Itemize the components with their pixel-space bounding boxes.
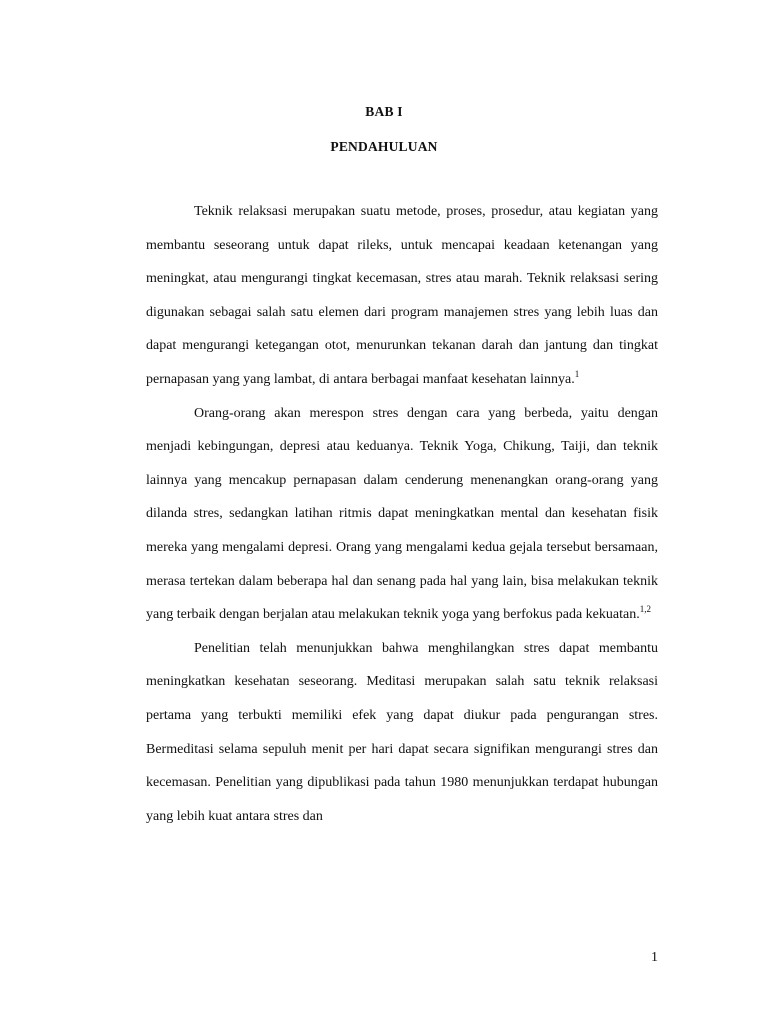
body-text	[146, 195, 658, 833]
paragraph-3	[146, 632, 658, 834]
section-title: PENDAHULUAN	[330, 139, 438, 154]
paragraph-1	[146, 195, 658, 397]
paragraph-2-text: Orang-orang akan merespon stres dengan cara yang berbeda, yaitu dengan menjadi kebingungan, depresi atau keduanya. Teknik Yoga, Chikung, Taiji, dan teknik lainnya yang mencakup pernapasan dalam cenderung menenangkan orang-orang yang dilanda stres, sedangkan latihan ritmis dapat meningkatkan mental dan kesehatan fisik mereka yang mengalami depresi. Orang yang mengalami kedua gejala tersebut bersamaan, merasa tertekan dalam beberapa hal dan senang pada hal yang lain, bisa melakukan teknik yang terbaik dengan berjalan atau melakukan teknik yoga yang berfokus pada kekuatan.	[146, 405, 658, 623]
paragraph-2	[146, 397, 658, 632]
citation-2: 1,2	[639, 604, 651, 615]
page-number: 1	[651, 950, 658, 965]
paragraph-1-text: Teknik relaksasi merupakan suatu metode, proses, prosedur, atau kegiatan yang membantu seseorang untuk dapat rileks, untuk mencapai keadaan ketenangan yang meningkat, atau mengurangi tingkat kecemasan, stres atau marah. Teknik relaksasi sering digunakan sebagai salah satu elemen dari program manajemen stres yang lebih luas dan dapat mengurangi ketegangan otot, menurunkan tekanan darah dan jantung dan tingkat pernapasan yang yang lambat, di antara berbagai manfaat kesehatan lainnya.	[146, 204, 658, 387]
citation-1: 1	[574, 368, 580, 379]
chapter-label: BAB I	[365, 104, 403, 119]
paragraph-3-text: Penelitian telah menunjukkan bahwa menghilangkan stres dapat membantu meningkatkan kesehatan seseorang. Meditasi merupakan salah satu teknik relaksasi pertama yang terbukti memiliki efek yang dapat diukur pada pengurangan stres. Bermeditasi selama sepuluh menit per hari dapat secara signifikan mengurangi stres dan kecemasan. Penelitian yang dipublikasi pada tahun 1980 menunjukkan terdapat hubungan yang lebih kuat antara stres dan	[146, 640, 658, 824]
